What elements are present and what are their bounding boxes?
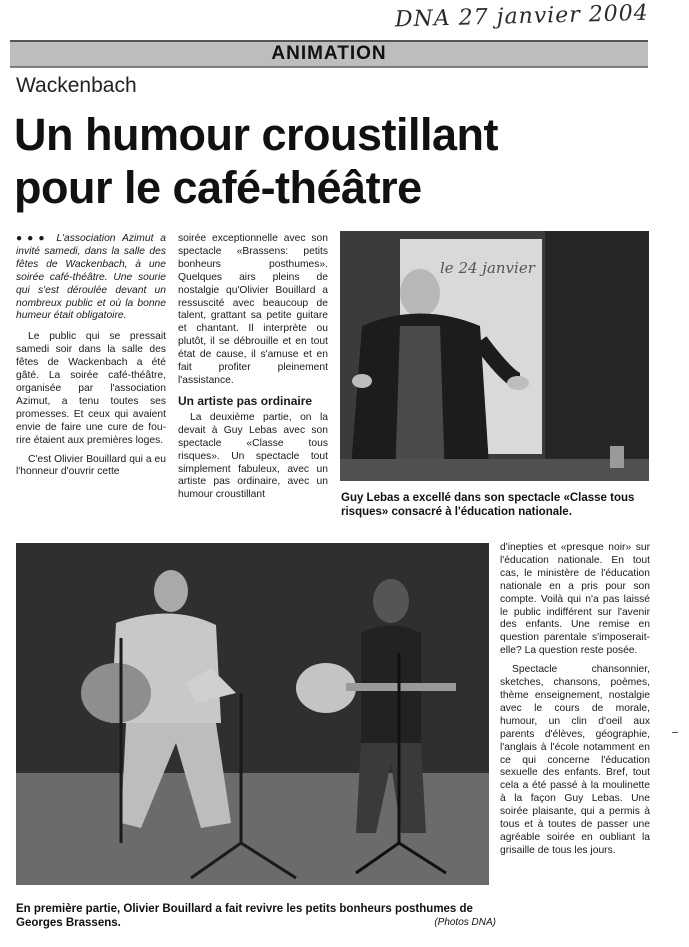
col1-paragraph-2: C'est Olivier Bouillard qui a eu l'honneur d'ouvrir cette	[16, 453, 166, 478]
article-column-2	[178, 233, 328, 502]
header-rule	[10, 67, 648, 68]
photo-1-caption: Guy Lebas a excellé dans son spectacle «Classe tous risques» consacré à l'éducation nationale.	[341, 492, 635, 518]
photo-concert	[16, 543, 489, 885]
headline	[14, 108, 654, 214]
photo-2-caption	[16, 902, 496, 930]
bullet-dots: ●●●	[16, 233, 50, 244]
chapo-text: L'association Azimut a invité samedi, dans la salle des fêtes de Wackenbach, à une soirée café-théâtre. Une sourie qui s'est déroulée devant un nombreux public et où la bonne humeur était obligatoire.	[16, 233, 166, 322]
chalkboard-text: le 24 janvier	[440, 259, 535, 277]
col1-paragraph-1: Le public qui se pressait samedi soir dans la salle des fêtes de Wackenbach a été gâté. La soirée café-théâtre, organisée par l'association Azimut, a tenu toutes ses promesses. Et ceux qui avaient envie de faire une cure de fou-rire étaient aux premières loges.	[16, 331, 166, 446]
photo-2-caption-text: En première partie, Olivier Bouillard a fait revivre les petits bonheurs posthumes de Georges Brassens.	[16, 903, 473, 929]
margin-mark	[672, 732, 678, 733]
town-label: Wackenbach	[16, 74, 137, 97]
photo-guy-lebas-illustration	[340, 231, 649, 481]
photo-credit: (Photos DNA)	[434, 917, 496, 928]
col3-paragraph-1: d'inepties et «presque noir» sur l'éducation nationale. En tout cas, le ministère de l'éducation nationale en a pris pour son compte. Voilà qui n'a pas laissé le public indifférent sur l'avenir des enfants. Une remise en question parentale s'imposerait-elle? La question reste posée.	[500, 542, 650, 657]
photo-guy-lebas	[340, 231, 649, 481]
handwritten-date-note: DNA 27 janvier 2004	[394, 0, 650, 33]
chapo	[16, 233, 166, 323]
col2-paragraph-1: soirée exceptionnelle avec son spectacle «Brassens: petits bonheurs posthumes». Quelques airs pleins de nostalgie qu'Olivier Bouillard a ressuscité avec beaucoup de talent, grattant sa petite guitare et chantant. Il interprète ou plutôt, il se débrouille et en tout état de cause, il s'amuse et en fait profiter pleinement l'assistance.	[178, 233, 328, 386]
rubric-label: ANIMATION	[271, 43, 387, 64]
article-column-3	[500, 542, 650, 858]
article-column-1	[16, 233, 166, 479]
subheading: Un artiste pas ordinaire	[178, 393, 313, 408]
col3-paragraph-2: Spectacle chansonnier, sketches, chansons, poèmes, thème enseignement, nostalgie avec le cours de morale, humour, un clin d'oeil aux parents d'élèves, géographie, l'anglais à l'école notamment en ce qui concerne l'éducation sexuelle des enfants. Bref, tout cela a été passé à la moulinette à la façon Guy Lebas. Une soirée plaisante, qui a permis à tous et à toutes de passer une agréable soirée en oubliant la grisaille de tous les jours.	[500, 664, 650, 856]
photo-concert-illustration	[16, 543, 489, 885]
rubric-band	[10, 40, 648, 67]
headline-line-2: pour le café-théâtre	[14, 162, 422, 213]
headline-line-1: Un humour croustillant	[14, 109, 498, 160]
col2-paragraph-2: La deuxième partie, on la devait à Guy Lebas avec son spectacle «Classe tous risques». Un spectacle tout simplement fabuleux, avec un artiste pas ordinaire, avec un humour croustillant	[178, 411, 328, 501]
